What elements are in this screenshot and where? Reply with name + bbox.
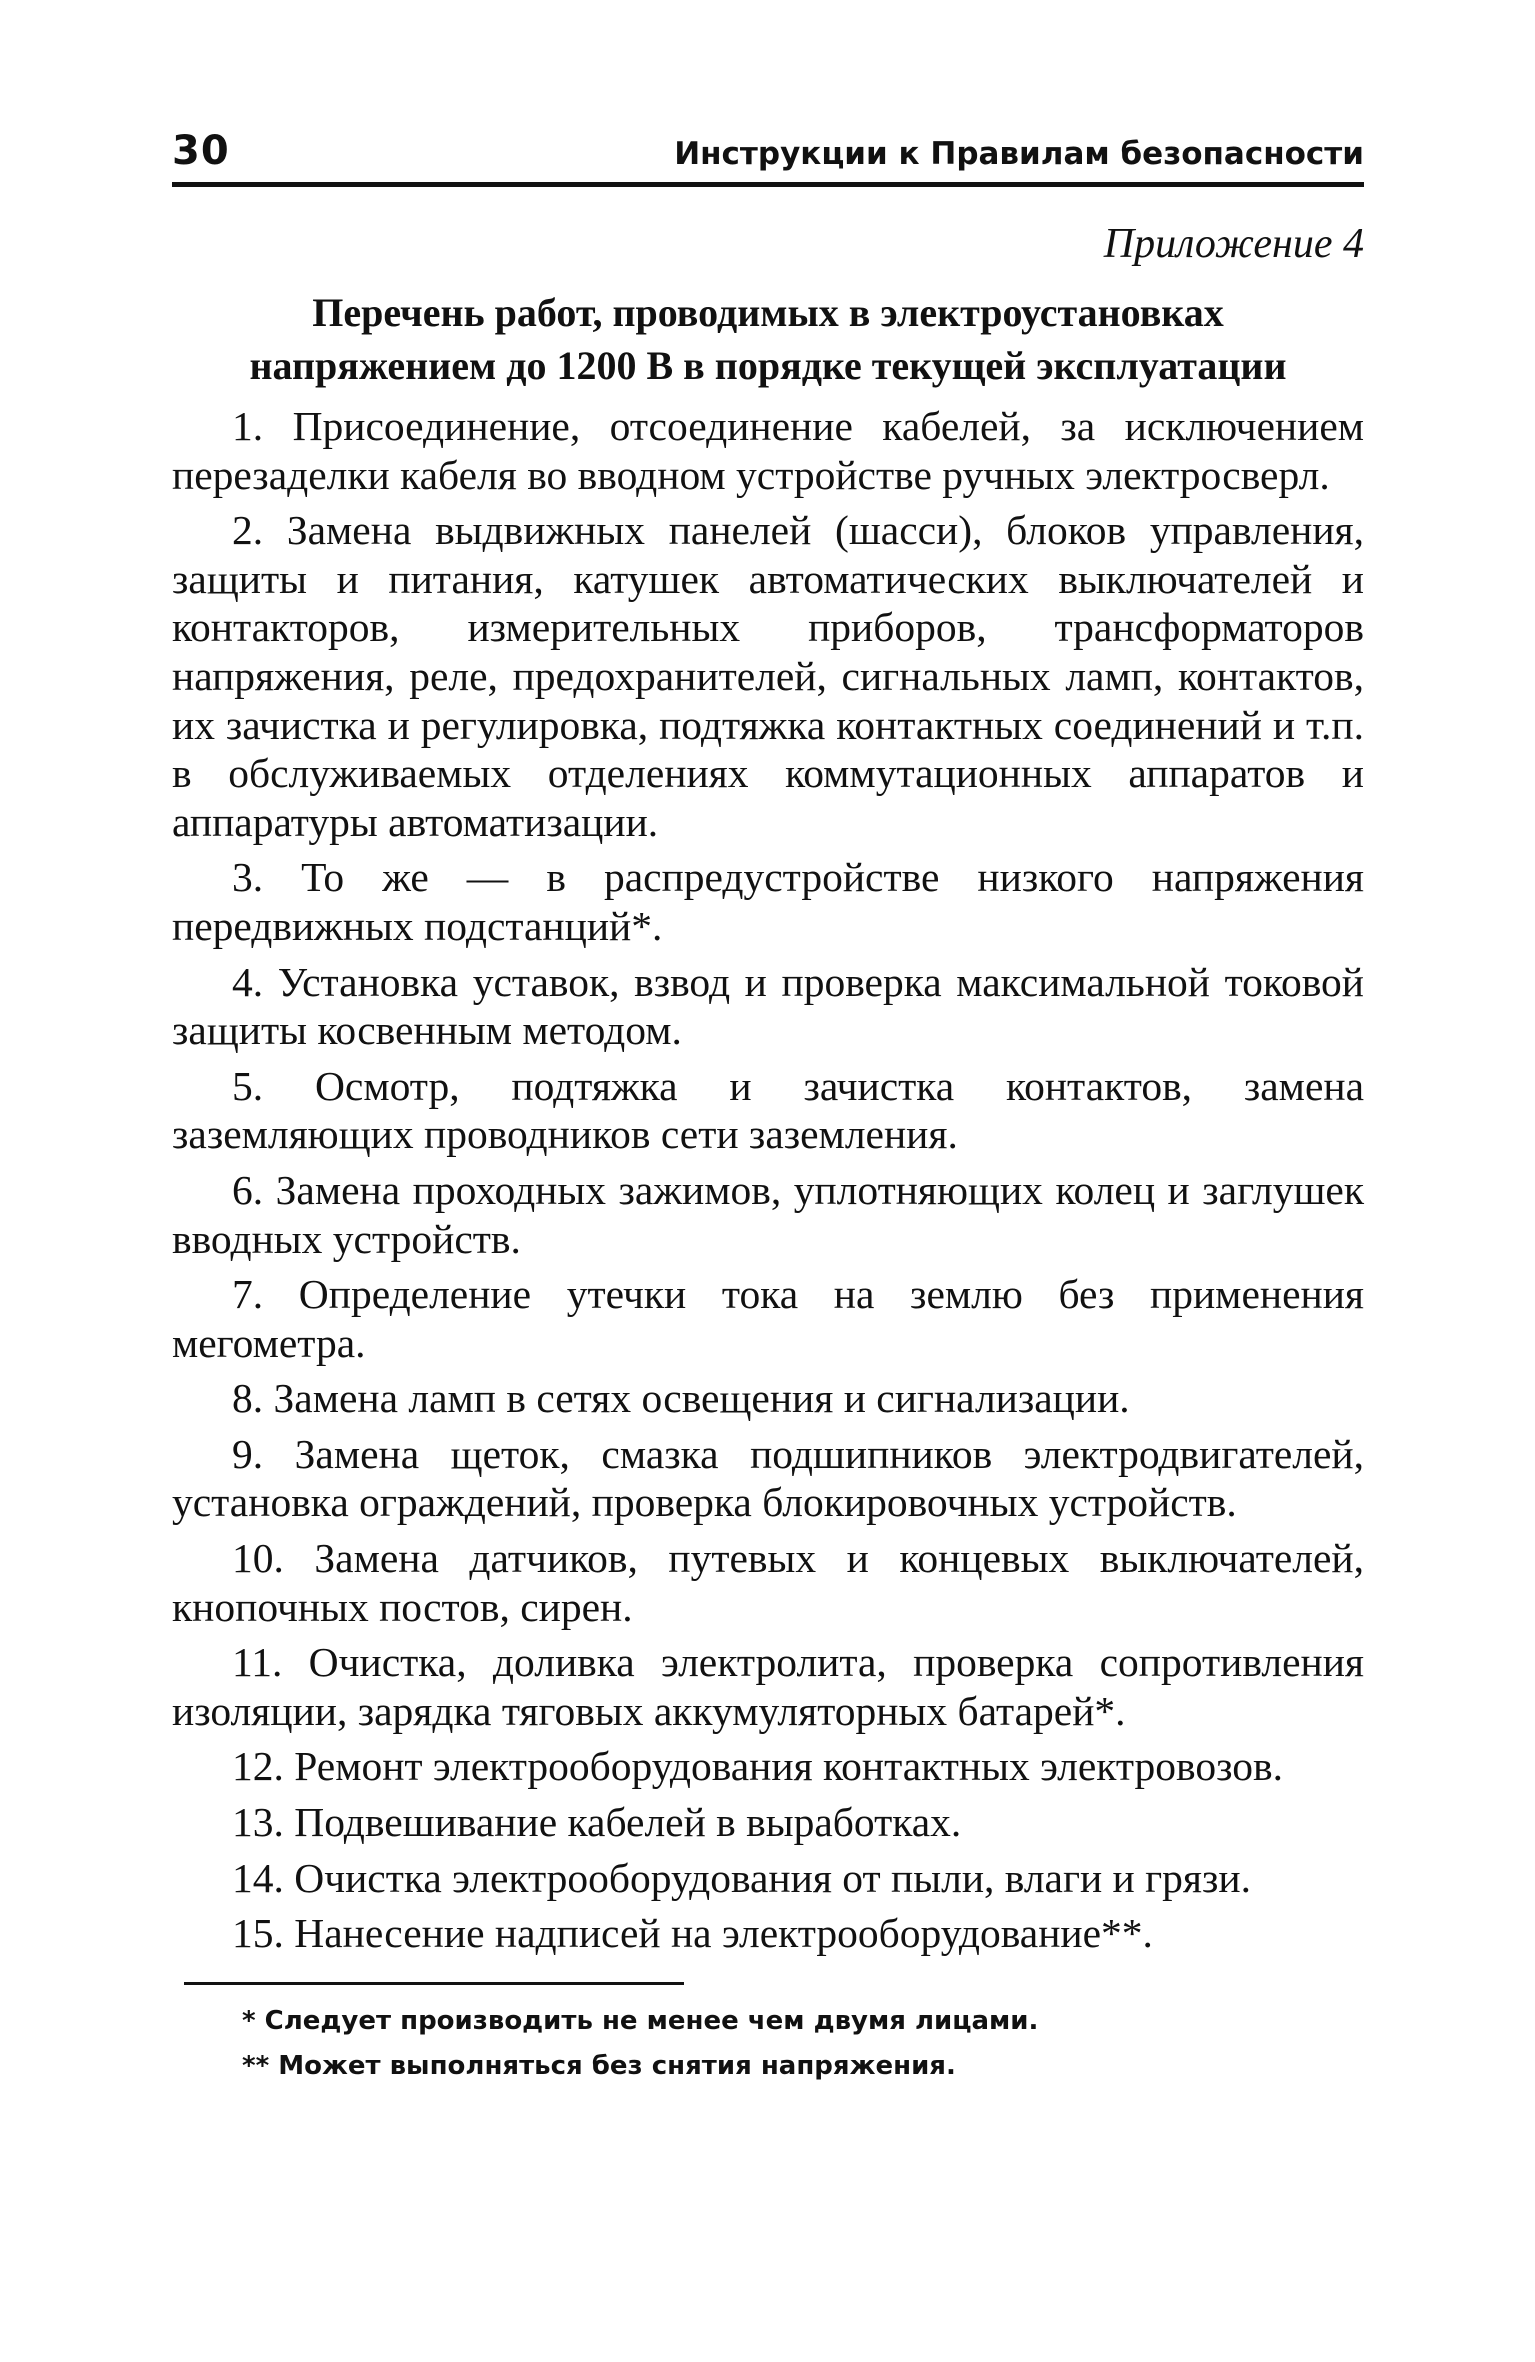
list-item: 9. Замена щеток, смазка подшипников электродвигателей, установка ограждений, проверка блокировочных устройств. — [172, 1430, 1364, 1526]
list-item: 5. Осмотр, подтяжка и зачистка контактов, замена заземляющих проводников сети заземления. — [172, 1062, 1364, 1158]
list-item: 3. То же — в распредустройстве низкого напряжения передвижных подстанций*. — [172, 854, 1364, 949]
list-item: 1. Присоединение, отсоединение кабелей, за исключением перезаделки кабеля во вводном устройстве ручных электросверл. — [172, 403, 1364, 498]
running-head — [172, 120, 1364, 184]
list-item: 12. Ремонт электрооборудования контактных электровозов. — [232, 1743, 1283, 1790]
running-title: Инструкции к Правилам безопасности — [674, 136, 1364, 172]
list-item: 14. Очистка электрооборудования от пыли, влаги и грязи. — [232, 1854, 1251, 1901]
work-list — [172, 402, 1364, 1958]
footnote-rule — [184, 1982, 684, 1985]
list-item: 7. Определение утечки тока на землю без применения мегометра. — [172, 1271, 1364, 1366]
page-number: 30 — [172, 128, 230, 174]
list-item: 2. Замена выдвижных панелей (шасси), блоков управления, защиты и питания, катушек автоматических выключателей и контакторов, измерительных приборов, трансформаторов напряжения, реле, предохранителей, сигнальных ламп, контактов, их зачистка и регулировка, подтяжка контактных соединений и т.п. в обслуживаемых отделениях коммутационных аппаратов и аппаратуры автоматизации. — [172, 507, 1364, 845]
footnotes — [172, 1999, 1364, 2089]
list-item: 13. Подвешивание кабелей в выработках. — [232, 1799, 962, 1846]
list-item: 8. Замена ламп в сетях освещения и сигнализации. — [232, 1375, 1130, 1422]
list-item: 4. Установка уставок, взвод и проверка максимальной токовой защиты косвенным методом. — [172, 958, 1364, 1054]
footnote: ** Может выполняться без снятия напряжения. — [242, 2050, 956, 2081]
document-title-line-2: напряжением до 1200 В в порядке текущей эксплуатации — [249, 343, 1287, 388]
list-item: 10. Замена датчиков, путевых и концевых выключателей, кнопочных постов, сирен. — [172, 1535, 1364, 1630]
header-rule — [172, 182, 1364, 187]
appendix-label: Приложение 4 — [1103, 221, 1364, 267]
list-item: 11. Очистка, доливка электролита, проверка сопротивления изоляции, зарядка тяговых аккумуляторных батарей*. — [172, 1639, 1364, 1734]
list-item: 6. Замена проходных зажимов, уплотняющих колец и заглушек вводных устройств. — [172, 1166, 1364, 1262]
footnote: * Следует производить не менее чем двумя лицами. — [242, 2005, 1039, 2036]
document-title — [172, 286, 1364, 392]
list-item: 15. Нанесение надписей на электрооборудование**. — [232, 1910, 1153, 1957]
book-page — [172, 120, 1364, 2089]
document-title-line-1: Перечень работ, проводимых в электроустановках — [312, 290, 1224, 335]
